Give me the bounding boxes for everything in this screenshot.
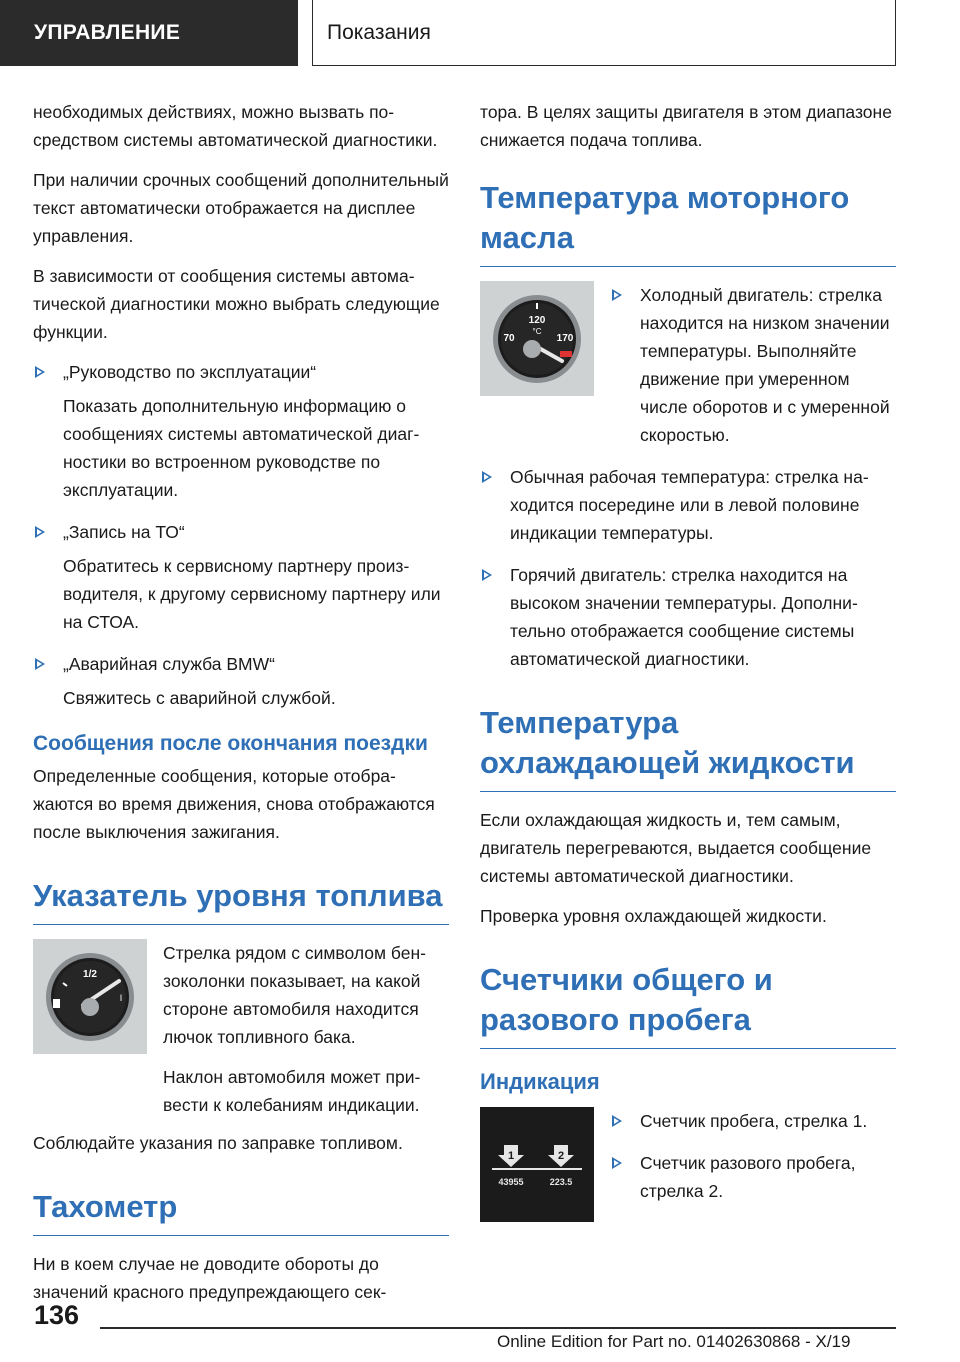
paragraph: Стрелка рядом с символом бензоколонки показывает, на какой стороне автомобиля находится лючок топливного бака. (163, 943, 426, 1047)
bullet-triangle-icon (612, 1157, 622, 1169)
bullet-triangle-icon (612, 289, 622, 301)
footer-divider (100, 1327, 896, 1329)
list-item (610, 1107, 896, 1135)
arrow-1-label: 1 (507, 1150, 515, 1162)
bullet-triangle-icon (35, 526, 45, 538)
oil-unit: °C (532, 327, 542, 336)
odo-total-value: 43955 (498, 1177, 524, 1187)
bullet-triangle-icon (35, 658, 45, 670)
list-item (33, 518, 449, 636)
footer-edition-text: Online Edition for Part no. 01402630868 - X/19 (497, 1332, 851, 1351)
oil-mid-value: 120 (528, 315, 546, 326)
list-item-title: „Руководство по эксплуатации“ (63, 362, 317, 382)
page-number: 136 (34, 1300, 80, 1330)
fuel-gauge-image (33, 939, 147, 1054)
arrow-2-label: 2 (557, 1150, 565, 1162)
list-item-text: Обратитесь к сервисному партнеру производителя, к другому сервисному партнеру или на СТОА. (63, 556, 441, 632)
oil-high-value: 170 (556, 333, 574, 344)
paragraph: тора. В целях защиты двигателя в этом диапазоне снижается подача топлива. (480, 102, 892, 150)
list-item-text: Обычная рабочая температура: стрелка находится посередине или в левой половине индикации температуры. (510, 467, 869, 543)
list-item-text: Показать дополнительную информацию о сообщениях системы автоматической диагностики во встроенном руководстве по эксплуатации. (63, 396, 420, 500)
section-heading-coolant: Температура охлаждающей жидкости (480, 703, 896, 792)
paragraph: Ни в коем случае не доводите обороты до значений красного предупреждающего сек- (33, 1254, 387, 1302)
odometer-image (480, 1107, 594, 1222)
subheading-display: Индикация (480, 1069, 600, 1094)
paragraph: Определенные сообщения, которые отображаются во время движения, снова отображаются после выключения зажигания. (33, 766, 435, 842)
list-item (480, 463, 896, 547)
list-item (610, 1149, 896, 1205)
list-item-title: „Аварийная служба BMW“ (63, 654, 275, 674)
list-item-text: Счетчик пробега, стрелка 1. (640, 1111, 868, 1131)
section-heading-fuel: Указатель уровня топлива (33, 876, 449, 925)
list-item (610, 281, 896, 449)
fuel-figure-row (33, 939, 449, 1119)
odometer-figure-row (480, 1107, 896, 1222)
right-column (480, 98, 896, 1222)
subheading-after-trip: Сообщения после окончания поездки (33, 732, 428, 755)
paragraph: Проверка уровня охлаждающей жидкости. (480, 906, 827, 926)
bullet-triangle-icon (612, 1115, 622, 1127)
bullet-triangle-icon (35, 366, 45, 378)
paragraph: Соблюдайте указания по заправке топливом. (33, 1133, 403, 1153)
paragraph: Если охлаждающая жидкость и, тем самым, двигатель перегреваются, выдается сообщение системы автоматической диагностики. (480, 810, 872, 886)
bullet-triangle-icon (482, 471, 492, 483)
paragraph: В зависимости от сообщения системы автоматической диагностики можно выбрать следующие функции. (33, 266, 440, 342)
paragraph: необходимых действиях, можно вызвать посредством системы автоматической диагностики. (33, 102, 438, 150)
header-chapter: Показания (312, 0, 896, 66)
odo-trip-value: 223.5 (549, 1177, 573, 1187)
section-heading-odometer: Счетчики общего и разового пробега (480, 960, 896, 1049)
paragraph: При наличии срочных сообщений дополнительный текст автоматически отображается на дисплее управления. (33, 170, 449, 246)
fuel-full-mark: I (119, 993, 123, 1003)
oil-temp-gauge-image (480, 281, 594, 396)
footer-edition (497, 1332, 850, 1352)
list-item (33, 650, 449, 712)
list-item-text: Горячий двигатель: стрелка находится на высоком значении температуры. Дополнительно отображается сообщение системы автоматической диагностики. (510, 565, 858, 669)
paragraph: Наклон автомобиля может привести к колебаниям индикации. (163, 1067, 421, 1115)
header-section: УПРАВЛЕНИЕ (0, 0, 298, 66)
list-item-text: Свяжитесь с аварийной службой. (63, 688, 336, 708)
list-item-title: „Запись на ТО“ (63, 522, 185, 542)
fuel-half-label: 1/2 (83, 969, 97, 980)
oil-figure-row (480, 281, 896, 463)
list-item-text: Счетчик разового пробега, стрелка 2. (640, 1153, 856, 1201)
list-item (33, 358, 449, 504)
bullet-triangle-icon (482, 569, 492, 581)
section-heading-tacho: Тахометр (33, 1187, 449, 1236)
list-item (480, 561, 896, 673)
oil-low-value: 70 (503, 333, 515, 344)
list-item-text: Холодный двигатель: стрелка находится на низком значении температуры. Выполняйте движение при умеренном числе оборотов и с умеренной скоростью. (640, 285, 890, 445)
section-heading-oil: Температура моторного масла (480, 178, 896, 267)
left-column (33, 98, 449, 1318)
